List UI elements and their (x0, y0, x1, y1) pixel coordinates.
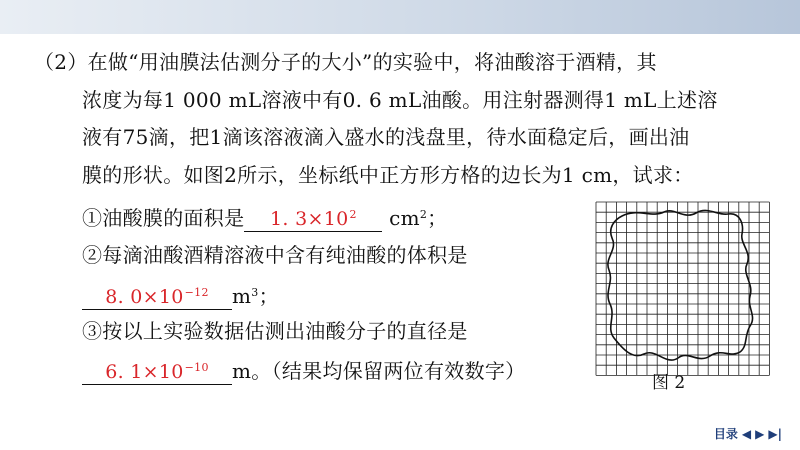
figure-caption: 图 2 (652, 373, 686, 393)
oil-film-grid-figure (592, 198, 774, 383)
q1-unit (389, 206, 427, 230)
next-button[interactable]: ▶ (755, 426, 765, 441)
q1-answer-base: 1. 3×10 (270, 208, 349, 230)
q3-suffix: 。（结果均保留两位有效数字） (251, 359, 526, 383)
q1-suffix: ； (427, 206, 448, 230)
q2-answer-base: 8. 0×10 (105, 286, 184, 308)
q1-prefix: ①油酸膜的面积是 (82, 206, 245, 230)
problem-line-4: 膜的形状。如图2所示，坐标纸中正方形方格的边长为1 cm，试求： (82, 163, 694, 187)
question-2-answer-line (82, 280, 279, 310)
nav-controls (714, 425, 782, 442)
q2-suffix: ； (258, 284, 279, 308)
prev-button[interactable]: ◀ (741, 426, 752, 441)
q1-unit-exponent: 2 (419, 208, 428, 221)
q3-answer-exponent: −10 (184, 361, 209, 374)
question-3-text: ③按以上实验数据估测出油酸分子的直径是 (82, 319, 468, 343)
q2-answer (82, 281, 232, 310)
q2-unit (232, 284, 259, 308)
q1-unit-base: cm (389, 206, 420, 230)
q2-unit-base: m (232, 284, 252, 308)
toc-button[interactable]: 目录 (713, 427, 738, 441)
last-button[interactable]: ▶| (768, 426, 782, 441)
question-1 (82, 202, 447, 232)
question-3-answer-line (82, 356, 525, 385)
q3-unit: m (232, 359, 252, 383)
q3-answer-base: 6. 1×10 (105, 361, 184, 383)
top-banner (0, 0, 800, 34)
q1-answer (244, 203, 382, 232)
q2-answer-exponent: −12 (184, 286, 209, 299)
q2-unit-exponent: 3 (251, 286, 259, 299)
q1-answer-exponent: 2 (349, 208, 357, 221)
question-2-text: ②每滴油酸酒精溶液中含有纯油酸的体积是 (82, 243, 468, 267)
problem-line-1: （2）在做“用油膜法估测分子的大小”的实验中，将油酸溶于酒精，其 (34, 50, 657, 74)
problem-line-2: 浓度为每1 000 mL溶液中有0. 6 mL油酸。用注射器测得1 mL上述溶 (82, 88, 718, 112)
problem-line-3: 液有75滴，把1滴该溶液滴入盛水的浅盘里，待水面稳定后，画出油 (82, 125, 690, 149)
q3-answer (82, 356, 232, 385)
